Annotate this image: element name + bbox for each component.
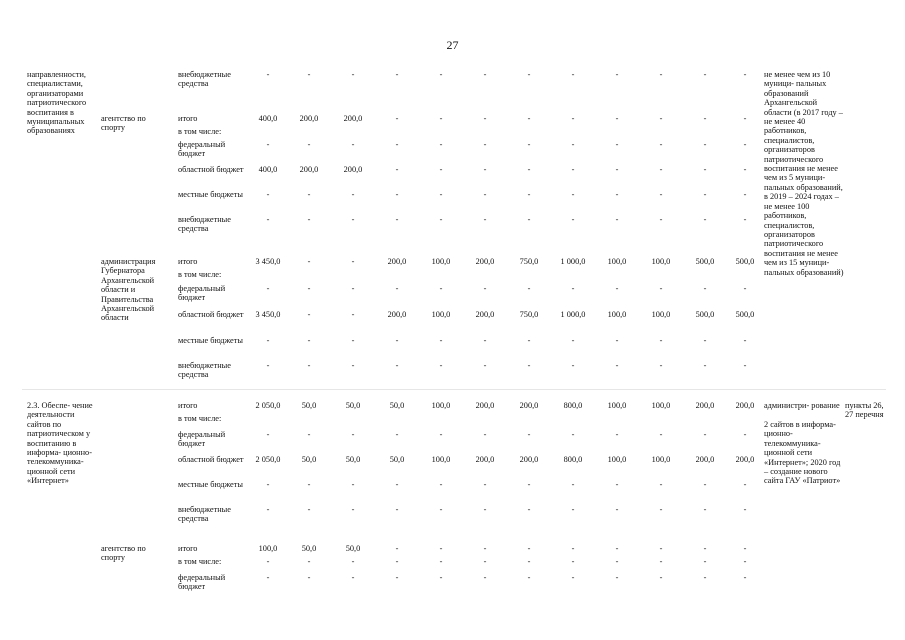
value-cell: - [307, 70, 311, 79]
value-cell: 500,0 [695, 257, 715, 266]
value-cell: - [743, 505, 747, 514]
value-cell: - [307, 310, 311, 319]
value-cell: - [439, 430, 443, 439]
value-cell: 100,0 [607, 455, 627, 464]
value-cell: 200,0 [519, 455, 539, 464]
value-cell: - [351, 70, 355, 79]
row-label: федеральный бюджет [178, 573, 226, 592]
row-label: внебюджетные средства [178, 215, 231, 234]
value-cell: - [307, 284, 311, 293]
value-cell: - [571, 165, 575, 174]
value-cell: - [351, 215, 355, 224]
value-cell: - [527, 215, 531, 224]
value-cell: - [659, 190, 663, 199]
value-cell: - [615, 505, 619, 514]
value-cell: 100,0 [651, 310, 671, 319]
value-cell: 100,0 [607, 310, 627, 319]
value-cell: - [439, 114, 443, 123]
value-cell: 200,0 [387, 310, 407, 319]
row-label: итого [178, 114, 198, 123]
value-cell: 800,0 [563, 455, 583, 464]
value-cell: - [703, 361, 707, 370]
value-cell: - [395, 336, 399, 345]
value-cell: - [527, 361, 531, 370]
value-cell: 50,0 [345, 401, 361, 410]
value-cell: - [439, 284, 443, 293]
value-cell: - [615, 114, 619, 123]
value-cell: 50,0 [389, 401, 405, 410]
row-label: внебюджетные средства [178, 70, 231, 89]
value-cell: - [307, 215, 311, 224]
row-label: областной бюджет [178, 165, 244, 174]
value-cell: - [571, 114, 575, 123]
value-cell: - [743, 557, 747, 566]
value-cell: - [659, 165, 663, 174]
value-cell: 400,0 [258, 165, 278, 174]
value-cell: - [307, 480, 311, 489]
value-cell: - [395, 284, 399, 293]
value-cell: - [266, 557, 270, 566]
value-cell: - [266, 573, 270, 582]
value-cell: - [351, 505, 355, 514]
row-label: федеральный бюджет [178, 140, 226, 159]
value-cell: - [527, 336, 531, 345]
value-cell: - [571, 557, 575, 566]
value-cell: 200,0 [735, 455, 755, 464]
value-cell: 100,0 [431, 310, 451, 319]
value-cell: - [483, 361, 487, 370]
value-cell: - [483, 284, 487, 293]
value-cell: - [307, 505, 311, 514]
row-label: в том числе: [178, 414, 222, 423]
value-cell: - [351, 430, 355, 439]
value-cell: 200,0 [343, 114, 363, 123]
value-cell: - [615, 284, 619, 293]
value-cell: - [571, 336, 575, 345]
value-cell: - [527, 190, 531, 199]
value-cell: - [743, 430, 747, 439]
value-cell: - [483, 430, 487, 439]
value-cell: - [395, 140, 399, 149]
value-cell: - [439, 190, 443, 199]
value-cell: - [307, 257, 311, 266]
value-cell: 100,0 [607, 401, 627, 410]
value-cell: - [351, 573, 355, 582]
value-cell: - [439, 336, 443, 345]
value-cell: - [571, 544, 575, 553]
value-cell: - [659, 284, 663, 293]
value-cell: - [703, 336, 707, 345]
value-cell: - [351, 140, 355, 149]
value-cell: - [743, 361, 747, 370]
value-cell: - [351, 257, 355, 266]
value-cell: - [615, 165, 619, 174]
row-label: местные бюджеты [178, 480, 243, 489]
value-cell: - [307, 140, 311, 149]
value-cell: - [527, 430, 531, 439]
value-cell: - [615, 557, 619, 566]
value-cell: - [483, 557, 487, 566]
value-cell: - [266, 70, 270, 79]
value-cell: 200,0 [299, 114, 319, 123]
value-cell: - [439, 70, 443, 79]
value-cell: 50,0 [345, 544, 361, 553]
value-cell: - [703, 190, 707, 199]
value-cell: - [571, 140, 575, 149]
value-cell: - [615, 361, 619, 370]
value-cell: - [439, 215, 443, 224]
value-cell: 100,0 [258, 544, 278, 553]
row-label: итого [178, 257, 198, 266]
value-cell: - [743, 190, 747, 199]
row-label: в том числе: [178, 557, 222, 566]
value-cell: - [527, 284, 531, 293]
value-cell: 50,0 [345, 455, 361, 464]
row-label: итого [178, 401, 198, 410]
value-cell: 200,0 [475, 257, 495, 266]
value-cell: - [527, 140, 531, 149]
value-cell: 500,0 [735, 257, 755, 266]
value-cell: - [266, 361, 270, 370]
value-cell: - [395, 505, 399, 514]
value-cell: 800,0 [563, 401, 583, 410]
value-cell: 200,0 [735, 401, 755, 410]
value-cell: - [395, 165, 399, 174]
value-cell: - [351, 557, 355, 566]
value-cell: - [439, 557, 443, 566]
value-cell: - [395, 544, 399, 553]
value-cell: - [395, 361, 399, 370]
value-cell: 500,0 [695, 310, 715, 319]
value-cell: - [659, 336, 663, 345]
value-cell: - [571, 505, 575, 514]
value-cell: 1 000,0 [560, 310, 586, 319]
value-cell: - [615, 430, 619, 439]
value-cell: 50,0 [301, 401, 317, 410]
value-cell: - [395, 557, 399, 566]
value-cell: - [439, 480, 443, 489]
value-cell: 200,0 [343, 165, 363, 174]
value-cell: - [439, 505, 443, 514]
value-cell: - [483, 336, 487, 345]
value-cell: - [659, 140, 663, 149]
row-label: итого [178, 544, 198, 553]
value-cell: 750,0 [519, 257, 539, 266]
value-cell: - [659, 114, 663, 123]
indicator-sites-text: 2 сайтов в информа- ционно- телекоммуника- ционной сети «Интернет»; 2020 год – создание нового сайта ГАУ «Патриот» [764, 420, 841, 486]
value-cell: - [743, 284, 747, 293]
value-cell: - [483, 190, 487, 199]
value-cell: 100,0 [651, 257, 671, 266]
value-cell: - [266, 284, 270, 293]
value-cell: - [527, 573, 531, 582]
value-cell: - [743, 165, 747, 174]
value-cell: - [703, 284, 707, 293]
value-cell: 50,0 [389, 455, 405, 464]
value-cell: - [659, 480, 663, 489]
value-cell: - [439, 544, 443, 553]
value-cell: - [659, 70, 663, 79]
value-cell: - [615, 215, 619, 224]
value-cell: - [266, 430, 270, 439]
value-cell: - [483, 480, 487, 489]
value-cell: - [351, 361, 355, 370]
value-cell: - [483, 70, 487, 79]
continued-description: направленности, специалистами, организаторами патриотического воспитания в муниципальных образованиях [27, 70, 87, 136]
value-cell: - [571, 573, 575, 582]
value-cell: - [266, 215, 270, 224]
row-label: федеральный бюджет [178, 430, 226, 449]
row-label: местные бюджеты [178, 336, 243, 345]
value-cell: - [307, 336, 311, 345]
row-label: внебюджетные средства [178, 505, 231, 524]
value-cell: - [351, 190, 355, 199]
value-cell: 200,0 [519, 401, 539, 410]
value-cell: - [615, 544, 619, 553]
value-cell: - [266, 480, 270, 489]
value-cell: - [703, 215, 707, 224]
indicator-text: не менее чем из 10 муници- пальных образований Архангельской области (в 2017 году – не менее 40 работников, специалистов, организаторов патриотического воспитания не менее чем из 5 муници- пальных образований, в 2019 – 2024 годах – не менее 100 работников, специалистов, организаторов патриотического воспитания не менее чем из 15 муници- пальных образований) [764, 70, 844, 277]
value-cell: - [743, 215, 747, 224]
value-cell: - [483, 114, 487, 123]
value-cell: - [395, 215, 399, 224]
value-cell: - [351, 284, 355, 293]
value-cell: - [307, 430, 311, 439]
value-cell: 100,0 [651, 455, 671, 464]
value-cell: 200,0 [387, 257, 407, 266]
value-cell: - [659, 544, 663, 553]
value-cell: - [395, 190, 399, 199]
row-label: внебюджетные средства [178, 361, 231, 380]
executor-governor-administration: администрация Губернатора Архангельской области и Правительства Архангельской области [101, 257, 156, 323]
value-cell: - [743, 336, 747, 345]
value-cell: 1 000,0 [560, 257, 586, 266]
value-cell: - [743, 480, 747, 489]
value-cell: - [395, 70, 399, 79]
value-cell: - [439, 165, 443, 174]
value-cell: - [571, 215, 575, 224]
value-cell: - [743, 140, 747, 149]
value-cell: - [703, 140, 707, 149]
value-cell: - [527, 114, 531, 123]
value-cell: - [395, 430, 399, 439]
value-cell: 3 450,0 [255, 310, 281, 319]
value-cell: - [571, 480, 575, 489]
value-cell: - [703, 544, 707, 553]
value-cell: - [527, 544, 531, 553]
value-cell: - [483, 544, 487, 553]
value-cell: - [307, 557, 311, 566]
value-cell: - [703, 557, 707, 566]
value-cell: 100,0 [431, 455, 451, 464]
value-cell: - [743, 544, 747, 553]
value-cell: - [439, 140, 443, 149]
value-cell: - [483, 505, 487, 514]
value-cell: - [703, 165, 707, 174]
value-cell: 200,0 [695, 401, 715, 410]
row-label: федеральный бюджет [178, 284, 226, 303]
value-cell: 200,0 [695, 455, 715, 464]
value-cell: - [439, 361, 443, 370]
executor-sport-agency: агентство по спорту [101, 114, 146, 133]
value-cell: - [351, 480, 355, 489]
value-cell: - [307, 361, 311, 370]
value-cell: 3 450,0 [255, 257, 281, 266]
value-cell: 200,0 [299, 165, 319, 174]
value-cell: - [266, 336, 270, 345]
value-cell: - [615, 573, 619, 582]
value-cell: - [703, 573, 707, 582]
value-cell: - [527, 165, 531, 174]
value-cell: 200,0 [475, 401, 495, 410]
value-cell: - [659, 361, 663, 370]
value-cell: 200,0 [475, 455, 495, 464]
value-cell: - [659, 573, 663, 582]
value-cell: 500,0 [735, 310, 755, 319]
value-cell: - [395, 114, 399, 123]
value-cell: - [615, 336, 619, 345]
value-cell: 2 050,0 [255, 455, 281, 464]
value-cell: 100,0 [431, 401, 451, 410]
value-cell: - [615, 140, 619, 149]
value-cell: - [703, 505, 707, 514]
value-cell: - [615, 70, 619, 79]
value-cell: 50,0 [301, 455, 317, 464]
value-cell: - [571, 284, 575, 293]
value-cell: - [266, 140, 270, 149]
value-cell: 400,0 [258, 114, 278, 123]
value-cell: - [527, 505, 531, 514]
indicator-administration: администри- рование [764, 401, 840, 410]
value-cell: - [703, 430, 707, 439]
value-cell: 2 050,0 [255, 401, 281, 410]
value-cell: - [571, 190, 575, 199]
value-cell: 50,0 [301, 544, 317, 553]
value-cell: - [527, 70, 531, 79]
value-cell: - [483, 573, 487, 582]
value-cell: - [351, 310, 355, 319]
value-cell: - [743, 114, 747, 123]
value-cell: - [483, 140, 487, 149]
reference-points: пункты 26, 27 перечня [845, 401, 884, 420]
value-cell: - [307, 190, 311, 199]
row-label: областной бюджет [178, 310, 244, 319]
value-cell: - [483, 215, 487, 224]
value-cell: - [703, 114, 707, 123]
value-cell: - [743, 573, 747, 582]
value-cell: - [527, 480, 531, 489]
value-cell: - [571, 70, 575, 79]
value-cell: - [703, 480, 707, 489]
value-cell: - [659, 505, 663, 514]
row-label: в том числе: [178, 127, 222, 136]
value-cell: - [351, 336, 355, 345]
executor-sport-agency-2: агентство по спорту [101, 544, 146, 563]
value-cell: - [266, 190, 270, 199]
value-cell: - [527, 557, 531, 566]
section-divider [22, 389, 886, 390]
value-cell: - [483, 165, 487, 174]
value-cell: - [659, 215, 663, 224]
value-cell: - [659, 430, 663, 439]
value-cell: - [307, 573, 311, 582]
row-label: местные бюджеты [178, 190, 243, 199]
row-label: в том числе: [178, 270, 222, 279]
value-cell: 100,0 [607, 257, 627, 266]
page-number: 27 [446, 38, 459, 52]
value-cell: 100,0 [431, 257, 451, 266]
value-cell: 100,0 [651, 401, 671, 410]
item-2-3-label: 2.3. Обеспе- чение деятельности сайтов по патриотическом у воспитанию в информа- ционно- телекоммуника- ционной сети «Интернет» [27, 401, 93, 486]
value-cell: - [703, 70, 707, 79]
value-cell: - [266, 505, 270, 514]
value-cell: - [395, 480, 399, 489]
value-cell: 200,0 [475, 310, 495, 319]
value-cell: - [395, 573, 399, 582]
value-cell: - [571, 430, 575, 439]
value-cell: - [615, 480, 619, 489]
value-cell: - [743, 70, 747, 79]
row-label: областной бюджет [178, 455, 244, 464]
value-cell: - [439, 573, 443, 582]
value-cell: 750,0 [519, 310, 539, 319]
value-cell: - [571, 361, 575, 370]
value-cell: - [615, 190, 619, 199]
value-cell: - [659, 557, 663, 566]
